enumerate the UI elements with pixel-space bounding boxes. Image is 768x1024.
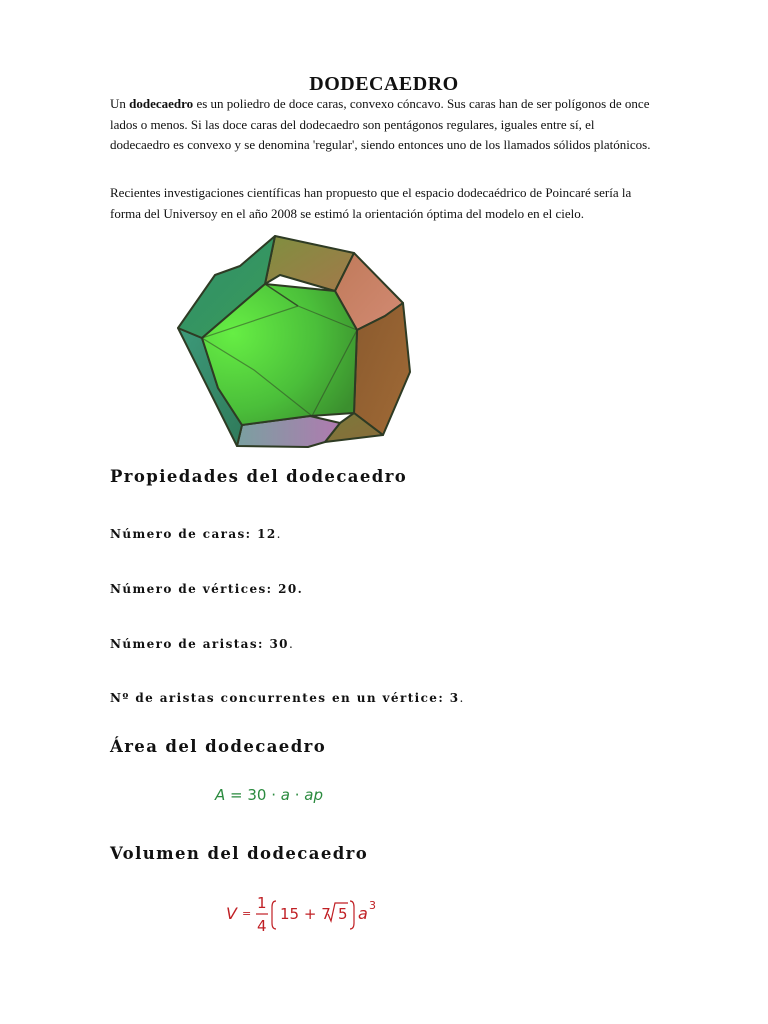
volume-heading: Volumen del dodecaedro	[110, 844, 369, 863]
property-end: .	[276, 527, 282, 541]
property-label: Número de aristas:	[110, 637, 270, 651]
volume-denominator: 4	[257, 917, 267, 935]
page-title: DODECAEDRO	[309, 73, 459, 96]
property-edges	[110, 637, 294, 651]
intro-term: dodecaedro	[129, 96, 194, 111]
area-eq: = 30 ·	[225, 786, 281, 804]
property-concurrent-edges	[110, 691, 465, 705]
dodecahedron-image	[170, 228, 420, 453]
intro-lead: Un	[110, 96, 130, 111]
property-end: .	[459, 691, 465, 705]
intro-paragraph	[110, 94, 655, 156]
property-label: Número de caras:	[110, 527, 258, 541]
research-paragraph: Recientes investigaciones científicas han propuesto que el espacio dodecaédrico de Poincaré sería la forma del Universoy en el año 2008 se estimó la orientación óptima del modelo en el cielo.	[110, 185, 632, 221]
property-label: Nº de aristas concurrentes en un vértice:	[110, 691, 450, 705]
volume-formula	[226, 895, 406, 939]
volume-lhs: V	[226, 904, 237, 923]
area-dot: ·	[289, 786, 305, 804]
area-ap: ap	[304, 786, 323, 804]
property-value: 30	[269, 637, 289, 651]
area-lhs: A	[215, 786, 226, 804]
area-a: a	[280, 786, 290, 804]
property-end: .	[288, 637, 295, 651]
property-value: 12	[257, 527, 277, 541]
property-faces	[110, 527, 282, 541]
property-label: Número de vértices:	[110, 582, 279, 596]
volume-exponent: 3	[369, 899, 376, 912]
properties-heading: Propiedades del dodecaedro	[110, 467, 408, 486]
volume-numerator: 1	[257, 894, 267, 912]
area-formula	[215, 786, 323, 804]
right-paren	[350, 901, 354, 929]
left-paren	[272, 901, 276, 929]
volume-eq: =	[242, 907, 252, 920]
area-heading: Área del dodecaedro	[110, 737, 327, 756]
volume-a: a	[358, 904, 368, 923]
property-value: 20.	[278, 582, 304, 596]
property-value: 3	[449, 691, 460, 705]
property-vertices	[110, 582, 303, 596]
volume-root: 5	[338, 905, 348, 923]
intro-rest: es un poliedro de doce caras, convexo cóncavo. Sus caras han de ser polígonos de once lados o menos. Si las doce caras del dodecaedro son pentágonos regulares, iguales entre sí, el dodecaedro es convexo y se denomina 'regular', siendo entonces uno de los llamados sólidos platónicos.	[110, 96, 651, 153]
volume-inner: 15 + 7	[280, 905, 331, 923]
